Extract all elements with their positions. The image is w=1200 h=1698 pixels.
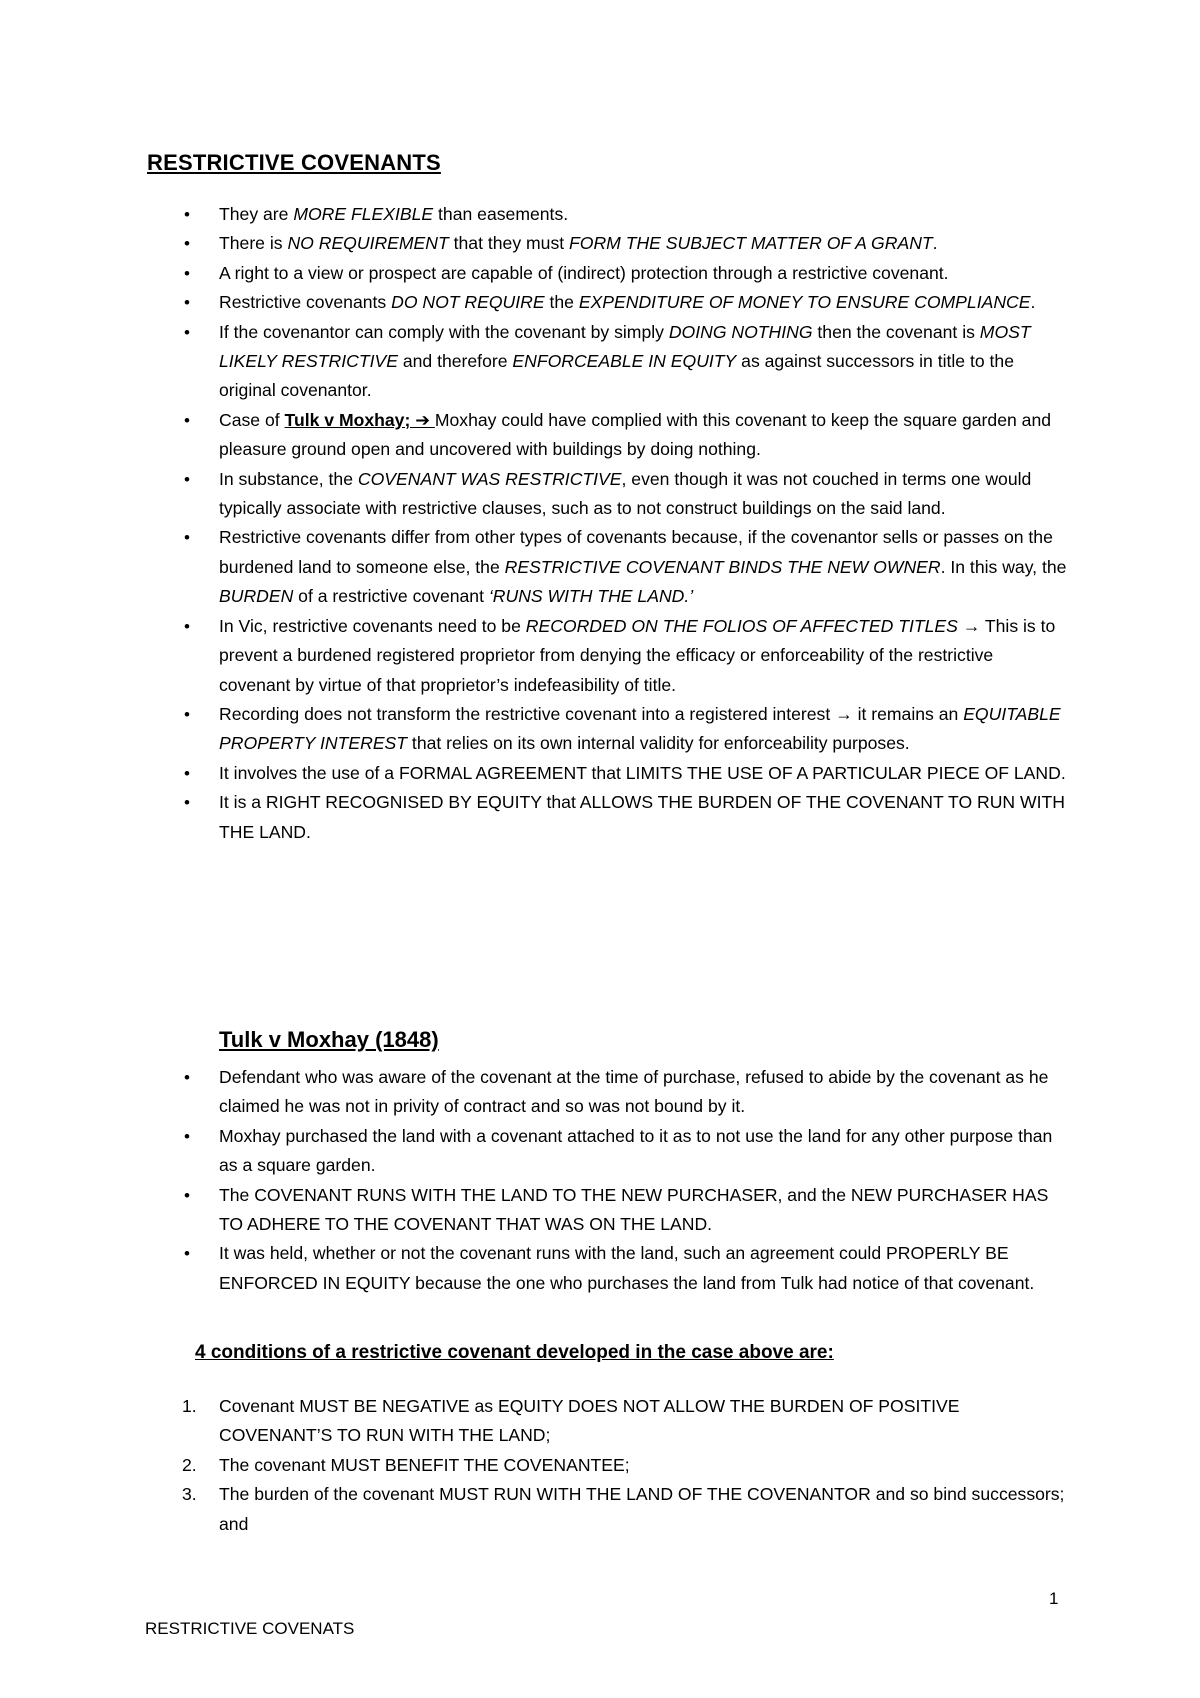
emphasis-text: FORM THE SUBJECT MATTER OF A GRANT [569,233,933,254]
text-run: The covenant MUST BENEFIT THE COVENANTEE; [219,1454,630,1475]
list-item: • It was held, whether or not the covenant runs with the land, such an agreement could PROPERLY BE ENFORCED IN EQUITY because the one who purchases the land from Tulk had notice of that covenant. [147,1239,1067,1298]
text-run: and therefore [397,351,513,372]
text-run: . [932,233,938,254]
text-run: Moxhay could have complied with this covenant to keep the square garden and pleasure ground open and uncovered with buildings by doing nothing. [219,409,1052,460]
text-run: In Vic, restrictive covenants need to be [219,615,526,636]
list-item [147,259,1067,288]
case-points-list [147,1063,1067,1298]
text-run: , even though it was not couched in terms one would typically associate with restrictive clauses, such as to not construct buildings on the said land. [219,468,1032,519]
footer-text: RESTRICTIVE COVENATS [145,1619,355,1638]
list-number: 3. [182,1484,197,1505]
list-number: 1. [182,1396,197,1416]
text-run: If the covenantor can comply with the covenant by simply [219,321,669,342]
covenant-points-list [147,200,1067,847]
text-run: as against successors in title to the original covenantor. [219,351,1014,401]
list-number: 2. [182,1454,197,1475]
conditions-heading: 4 conditions of a restrictive covenant developed in the case above are: [195,1342,834,1363]
emphasis-text: NO REQUIREMENT [287,233,449,254]
text-run: then the covenant is [812,321,980,342]
list-item [147,1392,1067,1451]
text-run: A right to a view or prospect are capable of (indirect) protection through a restrictive covenant. [219,262,949,283]
text-run: . [1030,292,1036,313]
list-item: • The COVENANT RUNS WITH THE LAND TO THE NEW PURCHASER, and the NEW PURCHASER HAS TO ADHERE TO THE COVENANT THAT WAS ON THE LAND. [147,1181,1067,1240]
list-item [147,759,1067,788]
list-item [147,1480,1067,1539]
text-run: Restrictive covenants differ from other types of covenants because, if the covenantor sells or passes on the burdened land to someone else, the [219,527,1053,577]
text-run: that relies on its own internal validity for enforceability purposes. [407,733,910,754]
text-run: It is a RIGHT RECOGNISED BY EQUITY that ALLOWS THE BURDEN OF THE COVENANT TO RUN WITH THE LAND. [219,792,1065,842]
list-item: • Moxhay purchased the land with a covenant attached to it as to not use the land for any other purpose than as a square garden. [147,1122,1067,1181]
emphasis-text: MORE FLEXIBLE [293,204,434,224]
text-run: Case of [219,409,285,430]
list-item [147,406,1067,465]
text-run: It involves the use of a FORMAL AGREEMENT that LIMITS THE USE OF A PARTICULAR PIECE OF LAND. [219,762,1066,783]
list-item: • Defendant who was aware of the covenant at the time of purchase, refused to abide by the covenant as he claimed he was not in privity of contract and so was not bound by it. [147,1063,1067,1122]
text-run: Recording does not transform the restrictive covenant into a registered interest → it remains an [219,703,964,724]
page-title: RESTRICTIVE COVENANTS [147,150,441,175]
emphasis-text: EXPENDITURE OF MONEY TO ENSURE COMPLIANCE [578,292,1031,313]
list-item [147,229,1067,258]
list-item [147,318,1067,406]
text-run: In substance, the [219,468,358,489]
text-run: → This is to prevent a burdened registered proprietor from denying the efficacy or enforceability of the restrictive covenant by virtue of that proprietor’s indefeasibility of title. [219,615,1056,695]
text-run: the [544,292,579,313]
emphasis-text: ENFORCEABLE IN EQUITY [512,351,737,372]
list-item [147,288,1067,317]
emphasis-text: EQUITABLE PROPERTY INTEREST [219,703,1061,754]
emphasis-text: MOST LIKELY RESTRICTIVE [219,321,1031,372]
text-run: Restrictive covenants [219,292,392,313]
emphasis-text: RESTRICTIVE COVENANT BINDS THE NEW OWNER [504,556,941,577]
emphasis-text: DO NOT REQUIRE [391,292,545,313]
list-item [147,700,1067,759]
case-heading: Tulk v Moxhay (1848) [219,1027,439,1052]
emphasis-text: RECORDED ON THE FOLIOS OF AFFECTED TITLES [525,615,958,636]
list-item [147,612,1067,700]
text-run: of a restrictive covenant [293,586,489,607]
case-reference: Tulk v Moxhay; ➔ [284,409,435,430]
text-run: Covenant MUST BE NEGATIVE as EQUITY DOES NOT ALLOW THE BURDEN OF POSITIVE COVENANT’S TO RUN WITH THE LAND; [219,1396,960,1446]
list-item [147,788,1067,847]
conditions-list [147,1392,1067,1539]
list-item [147,200,1067,229]
emphasis-text: DOING NOTHING [668,321,813,342]
text-run: than easements. [433,204,569,224]
emphasis-text: BURDEN [219,586,294,607]
text-run: The burden of the covenant MUST RUN WITH THE LAND OF THE COVENANTOR and so bind successors; and [219,1484,1065,1534]
list-item [147,523,1067,611]
list-item [147,465,1067,524]
emphasis-text: COVENANT WAS RESTRICTIVE [357,468,622,489]
text-run: They are [219,204,294,224]
text-run: that they must [448,233,570,254]
text-run: There is [219,233,288,254]
emphasis-text: ‘RUNS WITH THE LAND.’ [488,586,694,607]
list-item [147,1451,1067,1480]
text-run: . In this way, the [940,556,1067,577]
page-number: 1 [1049,1589,1059,1608]
